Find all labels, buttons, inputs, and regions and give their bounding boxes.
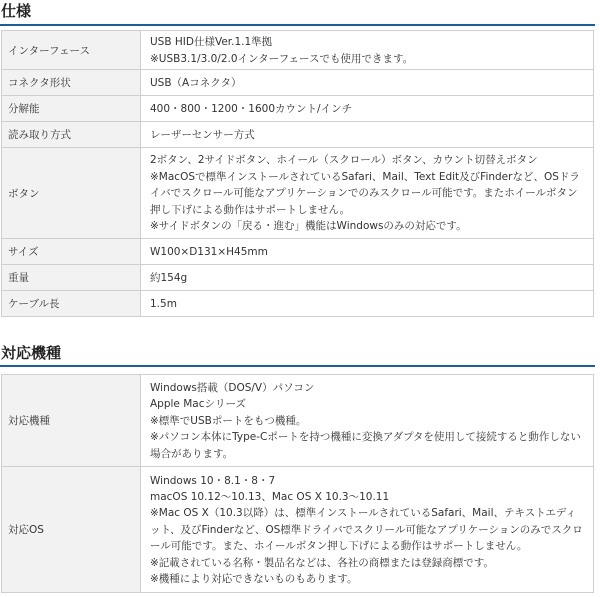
value-line: Windows 10・8.1・8・7 <box>150 474 276 487</box>
value-line: ※パソコン本体にType-Cポートを持つ機種に変換アダプタを使用して接続すると動作しない場合があります。 <box>150 431 581 460</box>
value-line: 2ボタン、2サイドボタン、ホイール（スクロール）ボタン、カウント切替えボタン <box>150 154 538 167</box>
value-line: USB（Aコネクタ） <box>150 76 242 89</box>
row-label-buttons: ボタン <box>2 148 141 239</box>
row-label-compatible-models: 対応機種 <box>2 375 141 467</box>
value-line: ※Mac OS X（10.3以降）は、標準インストールされているSafari、Mail、テキストエディット、及びFinderなど、OS標準ドライバでスクリール可能なアプリケーションのみでスクロール可能です。また、ホイールボタン押し下げによる動作はサポートしません。 <box>150 507 583 553</box>
spec-section-rule <box>0 24 595 26</box>
value-line: ※MacOSで標準インストールされているSafari、Mail、Text Edit及びFinderなど、OSドライバでスクロール可能なアプリケーションでのみスクロール可能です。またホイールボタン押し下げによる動作はサポートしません。 <box>150 170 580 216</box>
value-line: ※記載されている名称・製品名などは、各社の商標または登録商標です。 <box>150 556 494 569</box>
row-value-cable-length <box>141 291 594 317</box>
row-value-buttons <box>141 148 594 239</box>
value-line: USB HID仕様Ver.1.1準拠 <box>150 36 273 49</box>
compat-section-rule <box>0 365 595 367</box>
value-line: レーザーセンサー方式 <box>150 128 255 141</box>
value-line: 400・800・1200・1600カウント/インチ <box>150 102 353 115</box>
row-label-connector: コネクタ形状 <box>2 70 141 96</box>
row-value-compatible-os <box>141 467 594 593</box>
row-value-weight <box>141 265 594 291</box>
row-label-interface: インターフェース <box>2 31 141 70</box>
row-label-compatible-os: 対応OS <box>2 467 141 593</box>
table-row <box>2 291 594 317</box>
value-line: ※機種により対応できないものもあります。 <box>150 573 358 586</box>
row-value-compatible-models <box>141 375 594 467</box>
row-label-resolution: 分解能 <box>2 96 141 122</box>
table-row <box>2 122 594 148</box>
value-line: ※USB3.1/3.0/2.0インターフェースでも使用できます。 <box>150 52 414 65</box>
spec-section-title: 仕様 <box>1 2 32 20</box>
row-value-resolution <box>141 96 594 122</box>
value-line: ※標準でUSBポートをもつ機種。 <box>150 414 307 427</box>
row-label-cable-length: ケーブル長 <box>2 291 141 317</box>
table-row <box>2 96 594 122</box>
row-label-size: サイズ <box>2 239 141 265</box>
table-row <box>2 70 594 96</box>
compat-section-title: 対応機種 <box>1 344 62 362</box>
value-line: 約154g <box>150 271 188 284</box>
value-line: W100×D131×H45mm <box>150 245 268 258</box>
value-line: Apple Macシリーズ <box>150 398 246 411</box>
table-row <box>2 375 594 467</box>
value-line: 1.5m <box>150 297 177 310</box>
row-value-connector <box>141 70 594 96</box>
row-label-reading-method: 読み取り方式 <box>2 122 141 148</box>
row-value-size <box>141 239 594 265</box>
table-row <box>2 148 594 239</box>
value-line: macOS 10.12〜10.13、Mac OS X 10.3〜10.11 <box>150 490 390 503</box>
row-value-interface <box>141 31 594 70</box>
value-line: Windows搭載（DOS/V）パソコン <box>150 381 315 394</box>
table-row <box>2 31 594 70</box>
compat-table <box>1 374 594 593</box>
value-line: ※サイドボタンの「戻る・進む」機能はWindowsのみの対応です。 <box>150 220 467 233</box>
row-label-weight: 重量 <box>2 265 141 291</box>
spec-table <box>1 30 594 317</box>
table-row <box>2 265 594 291</box>
table-row <box>2 467 594 593</box>
row-value-reading-method <box>141 122 594 148</box>
table-row <box>2 239 594 265</box>
